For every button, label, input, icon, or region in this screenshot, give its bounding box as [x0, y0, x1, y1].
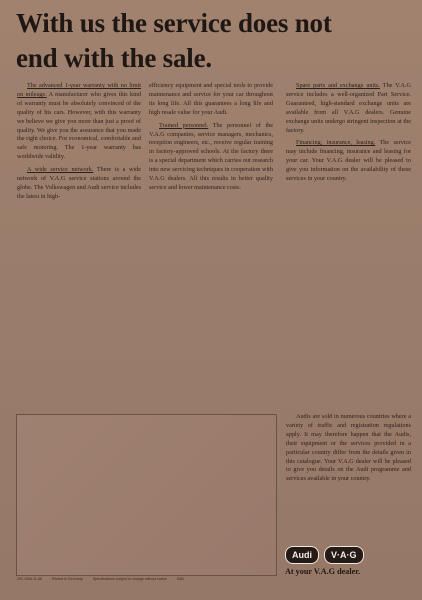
heading-financing: Financing, insurance, leasing.: [296, 139, 376, 147]
printed-in: Printed in Germany: [51, 577, 83, 581]
paragraph-spare-parts: [286, 82, 411, 135]
paragraph-personnel: [149, 122, 273, 193]
text-column-3: [286, 82, 411, 188]
paragraph-service-network: [17, 166, 141, 202]
availability-note-text: Audis are sold in numerous countries where a variety of traffic and registration regulations apply. It may therefore happen that the Audis, their equipment or the services provided in a particular country differ from the details given in this catalogue. Your V.A.G dealer will be pleased to give you details on the Audi programme and services available in your country.: [286, 413, 411, 483]
disclaimer: Specifications subject to change without notice: [92, 577, 168, 581]
paragraph-financing: [286, 139, 411, 184]
print-footer: [17, 577, 184, 582]
audi-logo: Audi: [285, 546, 319, 564]
availability-note: [286, 413, 411, 484]
brand-logos: [285, 546, 364, 564]
body-warranty: A manufacturer who gives this kind of warranty must be absolutely convinced of the quality of his cars. However, with this warranty we believe we give you more than just a proof of quality. We give you the assurance that you made the right choice. For economical, comfortable and safe motoring. The 1-year warranty has worldwide validity.: [17, 90, 141, 161]
heading-warranty: The advanced 1-year warranty with no limit on mileage.: [17, 82, 141, 98]
body-service-network: There is a wide network of V.A.G service stations around the globe. The Volkswagen and Audi service includes the latest in high-: [17, 166, 142, 200]
headline: [16, 6, 416, 76]
headline-line-1: With us the service does not: [16, 8, 332, 38]
paragraph-continued: efficiency equipment and special tools to provide maintenance and service for your car throughout its long life. All this guarantees a long life and high resale value for your Audi.: [149, 82, 273, 116]
edition-ref: 6/82: [177, 577, 185, 581]
blank-image-box: [16, 414, 277, 576]
headline-line-2: end with the sale.: [16, 43, 212, 73]
text-column-2: [149, 82, 273, 197]
body-personnel: The personnel of the V.A.G companies, service managers, mechanics, reception engineers, etc., receive regular training in factory-approved schools. At the factory there is a special department which carries out research into new servicing techniques in cooperation with V.A.G dealers. All this results in better quality service and lower maintenance costs.: [149, 121, 274, 191]
heading-service-network: A wide service network.: [27, 166, 94, 174]
text-column-1: [17, 82, 141, 206]
paragraph-warranty: [17, 82, 141, 162]
dealer-tagline: At your V.A.G dealer.: [285, 567, 361, 576]
vag-logo: V·A·G: [324, 546, 364, 564]
body-financing: The service may include financing, insurance and leasing for your car. Your V.A.G dealer will be pleased to give you information on the availability of these services in your country.: [286, 139, 411, 183]
heading-spare-parts: Spare parts and exchange units.: [296, 82, 380, 89]
body-spare-parts: The V.A.G service includes a well-organized Part Service. Guaranteed, high-standard exchange units are available from all V.A.G dealers. Genuine exchange units undergo stringent inspection at the factory.: [286, 82, 411, 134]
catalogue-code: 291.1506.11.86: [17, 577, 42, 581]
heading-personnel: Trained personnel.: [159, 121, 209, 129]
